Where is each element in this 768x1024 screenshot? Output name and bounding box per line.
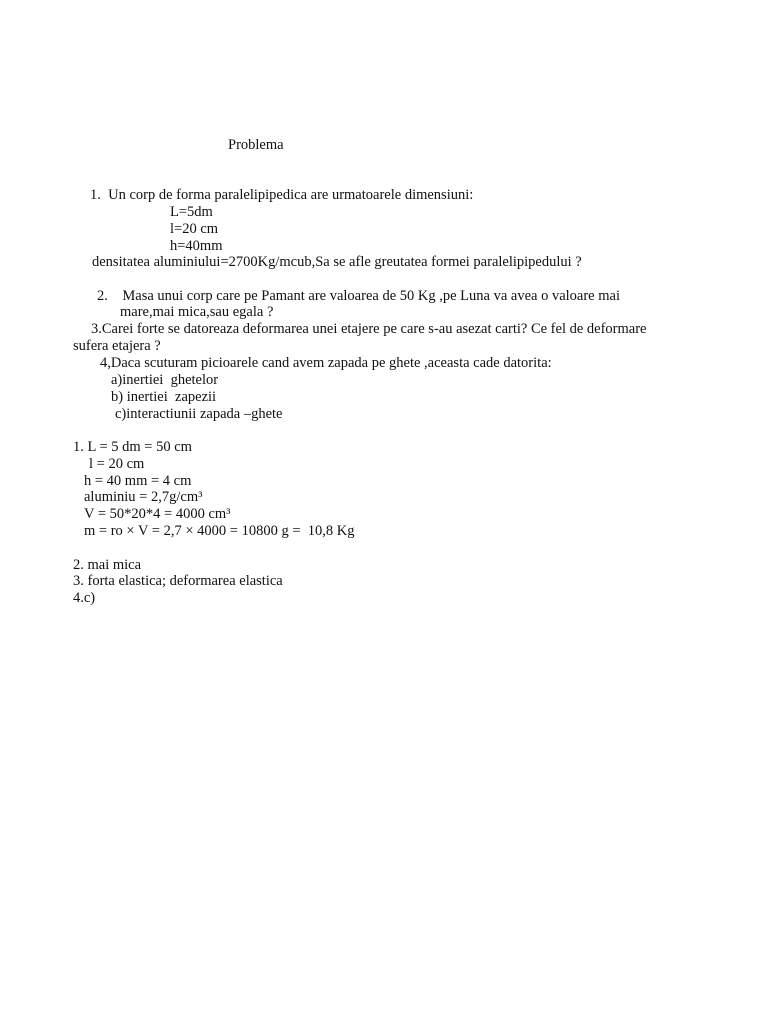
answer-1-line-1: 1. L = 5 dm = 50 cm [73, 439, 192, 455]
problem-4-statement: 4,Daca scuturam picioarele cand avem zapada pe ghete ,aceasta cade datorita: [100, 355, 552, 371]
problem-4-option-a: a)inertiei ghetelor [111, 372, 219, 388]
answer-1-line-3: h = 40 mm = 4 cm [84, 473, 192, 489]
answer-1-line-5: V = 50*20*4 = 4000 cm³ [84, 506, 231, 522]
problem-3-line-1: 3.Carei forte se datoreaza deformarea unei etajere pe care s-au asezat carti? Ce fel de deformare [91, 321, 647, 337]
problem-2-line-2: mare,mai mica,sau egala ? [120, 304, 274, 320]
problem-4-option-c: c)interactiunii zapada –ghete [115, 406, 283, 422]
answer-1-line-6: m = ro × V = 2,7 × 4000 = 10800 g = 10,8 Kg [84, 523, 355, 539]
answer-1-line-2: l = 20 cm [89, 456, 145, 472]
problem-1-density: densitatea aluminiului=2700Kg/mcub,Sa se afle greutatea formei paralelipipedului ? [92, 254, 582, 270]
problem-1-dim-h: h=40mm [170, 238, 223, 254]
problem-3-line-2: sufera etajera ? [73, 338, 161, 354]
problem-1-statement: 1. Un corp de forma paralelipipedica are urmatoarele dimensiuni: [90, 187, 474, 203]
answer-1-line-4: aluminiu = 2,7g/cm³ [84, 489, 203, 505]
problem-1-dim-L: L=5dm [170, 204, 213, 220]
answer-2: 2. mai mica [73, 557, 142, 573]
answer-3: 3. forta elastica; deformarea elastica [73, 573, 283, 589]
answer-4: 4.c) [73, 590, 96, 606]
page-title: Problema [228, 137, 284, 153]
problem-1-dim-l: l=20 cm [170, 221, 219, 237]
problem-2-line-1: 2. Masa unui corp care pe Pamant are valoarea de 50 Kg ,pe Luna va avea o valoare mai [97, 288, 620, 304]
problem-4-option-b: b) inertiei zapezii [111, 389, 217, 405]
